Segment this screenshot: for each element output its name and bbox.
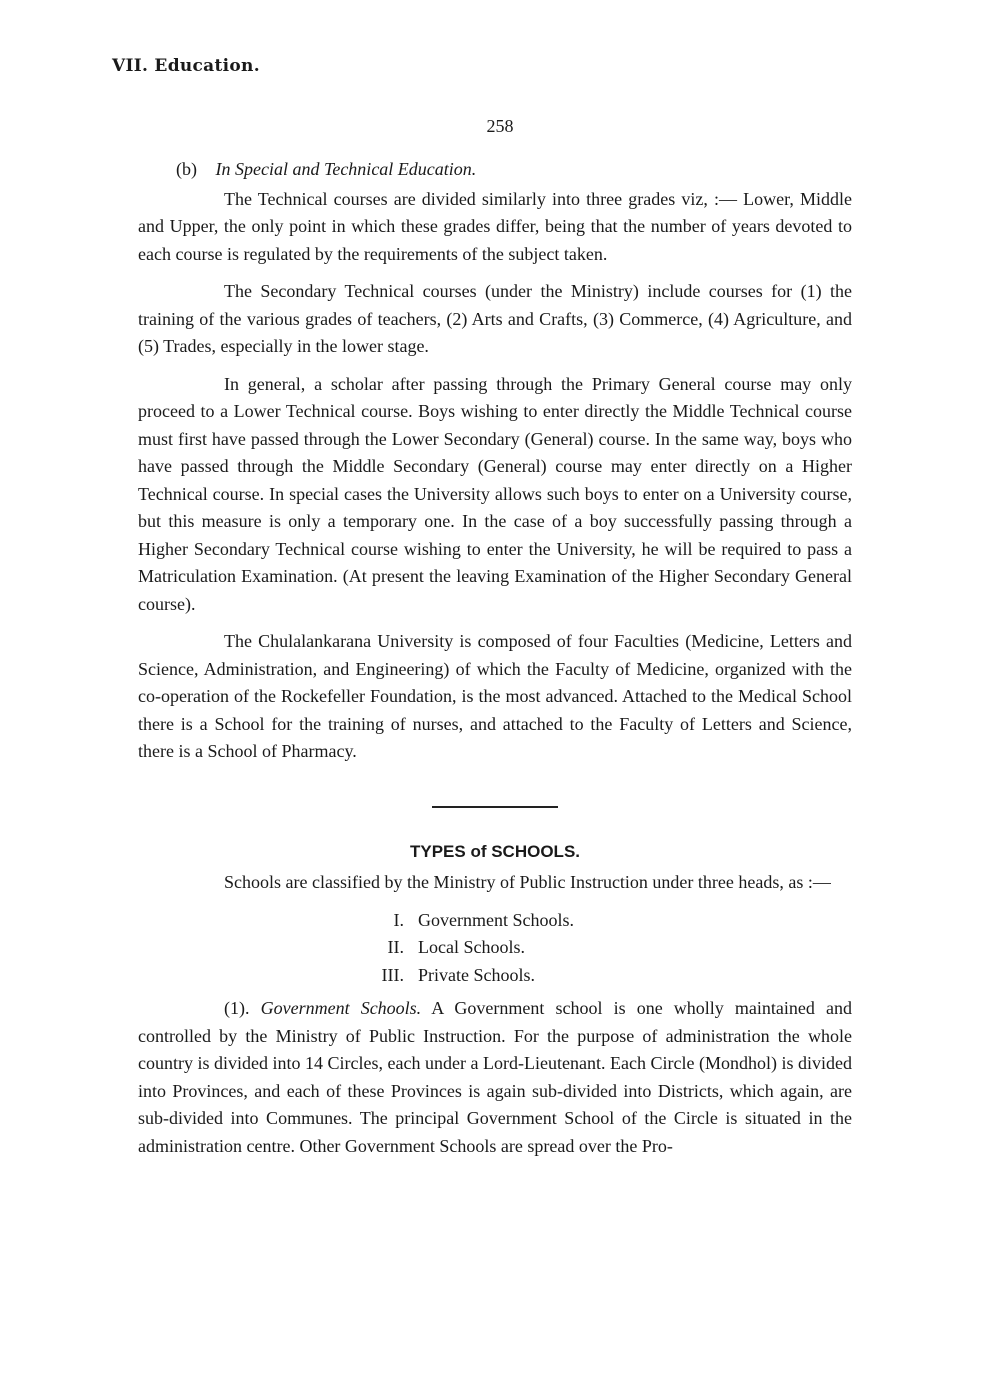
paragraph-government-schools [138, 995, 852, 1160]
list-item-label: Government Schools. [418, 909, 574, 930]
section-divider [432, 806, 558, 808]
page-content [138, 156, 852, 1160]
paragraph-general-progression: In general, a scholar after passing through the Primary General course may only proceed to a Lower Technical course. Boys wishing to enter directly the Middle Technical course must first have passed through the Lower Secondary (General) course. In the same way, boys who have passed through the Middle Secondary (General) course may enter directly on a Higher Technical course. In special cases the University allows such boys to enter on a University course, but this measure is only a temporary one. In the case of a boy successfully passing through a Higher Secondary Technical course wishing to enter the University, he will be required to pass a Matriculation Examination. (At present the leaving Examination of the Higher Secondary General course). [138, 373, 852, 614]
school-types-list [352, 907, 852, 990]
section-marker: (b) [176, 159, 197, 179]
gov-number: (1). [224, 998, 250, 1018]
paragraph-university: The Chulalankarana University is composed of four Faculties (Medicine, Letters and Science, Administration, and Engineering) of which the Faculty of Medicine, organized with the co-operation of the Rockefeller Foundation, is the most advanced. Attached to the Medical School there is a School for the training of nurses, and attached to the Faculty of Letters and Science, there is a School of Pharmacy. [138, 631, 852, 761]
running-head: VII. Education. [112, 56, 260, 76]
list-item-number: I. [393, 909, 404, 930]
list-item-number: III. [381, 964, 404, 985]
gov-text: A Government school is one wholly maintained and controlled by the Ministry of Public Instruction. For the purpose of administration the whole country is divided into 14 Circles, each under a Lord-Lieutenant. Each Circle (Mondhol) is divided into Provinces, and each of these Provinces is again sub-divided into Districts, which again, are sub-divided into Communes. The principal Government School of the Circle is situated in the administration centre. Other Government Schools are spread over the Pro- [138, 998, 852, 1156]
list-item-number: II. [387, 937, 404, 957]
list-item [352, 907, 852, 935]
paragraph-secondary-technical: The Secondary Technical courses (under the Ministry) include courses for (1) the training of the various grades of teachers, (2) Arts and Crafts, (3) Commerce, (4) Agriculture, and (5) Trades, especially in the lower stage. [138, 281, 852, 356]
page-number: 258 [486, 116, 514, 136]
types-intro: Schools are classified by the Ministry of Public Instruction under three heads, as :— [224, 872, 831, 892]
paragraph-technical-grades: The Technical courses are divided similarly into three grades viz, :— Lower, Middle and Upper, the only point in which these grades differ, being that the number of years devoted to each course is regulated by the requirements of the subject taken. [138, 188, 852, 264]
section-heading [176, 156, 852, 184]
types-heading: TYPES of SCHOOLS. [409, 841, 581, 861]
list-item [352, 962, 852, 990]
list-item-label: Private Schools. [418, 964, 535, 985]
section-title: In Special and Technical Education. [215, 159, 477, 179]
gov-title: Government Schools. [260, 998, 422, 1018]
list-item [352, 934, 852, 962]
list-item-label: Local Schools. [418, 937, 525, 957]
